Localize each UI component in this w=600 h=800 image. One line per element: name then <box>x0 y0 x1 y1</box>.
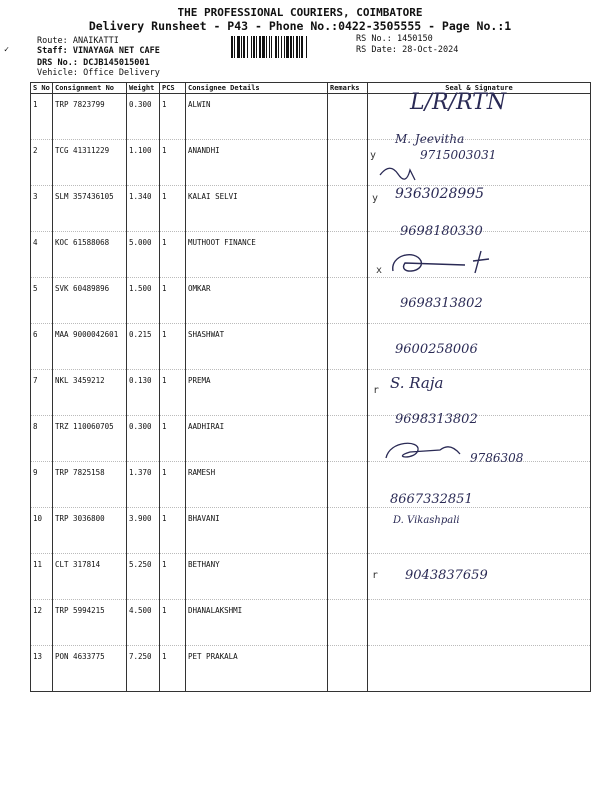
col-sno: S No <box>31 83 53 94</box>
drs-info: DRS No.: DCJB145015001 <box>37 58 150 68</box>
company-title: THE PROFESSIONAL COURIERS, COIMBATORE <box>177 6 423 19</box>
table-row <box>31 646 591 692</box>
handwritten-signature: D. Vikashpali <box>393 515 460 526</box>
row-remarks <box>328 416 368 462</box>
row-weight: 1.100 <box>127 140 160 186</box>
route-info: Route: ANAIKATTI <box>37 36 119 46</box>
row-sno: 1 <box>31 94 53 140</box>
check-mark-icon: ✓ <box>4 45 10 55</box>
vehicle-info: Vehicle: Office Delivery <box>37 68 160 78</box>
row-consignment-no: PON 4633775 <box>53 646 127 692</box>
row-consignee: BHAVANI <box>186 508 328 554</box>
row-sno: 6 <box>31 324 53 370</box>
row-sno: 13 <box>31 646 53 692</box>
handwritten-phone: 9715003031 <box>420 148 497 162</box>
row-consignment-no: SVK 60489896 <box>53 278 127 324</box>
row-consignment-no: SLM 357436105 <box>53 186 127 232</box>
handwritten-phone: 9363028995 <box>395 186 485 202</box>
row-remarks <box>328 94 368 140</box>
row-weight: 3.900 <box>127 508 160 554</box>
row-consignee: DHANALAKSHMI <box>186 600 328 646</box>
row-weight: 0.300 <box>127 416 160 462</box>
row-sno: 2 <box>31 140 53 186</box>
row-sno: 11 <box>31 554 53 600</box>
table-row <box>31 278 591 324</box>
table-row <box>31 370 591 416</box>
row-consignment-no: NKL 3459212 <box>53 370 127 416</box>
row-remarks <box>328 646 368 692</box>
row-weight: 5.000 <box>127 232 160 278</box>
row-consignment-no: MAA 9000042601 <box>53 324 127 370</box>
row-consignee: ALWIN <box>186 94 328 140</box>
col-consignee: Consignee Details <box>186 83 328 94</box>
col-consignment: Consignment No <box>53 83 127 94</box>
row-consignee: RAMESH <box>186 462 328 508</box>
row-sno: 12 <box>31 600 53 646</box>
row-pcs: 1 <box>160 462 186 508</box>
handwritten-signature: S. Raja <box>390 374 444 392</box>
row-sno: 7 <box>31 370 53 416</box>
row-consignment-no: KOC 61588068 <box>53 232 127 278</box>
row-sno: 9 <box>31 462 53 508</box>
row-pcs: 1 <box>160 416 186 462</box>
row-consignee: BETHANY <box>186 554 328 600</box>
row-consignee: SHASHWAT <box>186 324 328 370</box>
tick-mark: r <box>373 385 380 396</box>
row-pcs: 1 <box>160 140 186 186</box>
row-remarks <box>328 186 368 232</box>
row-pcs: 1 <box>160 94 186 140</box>
runsheet-title: Delivery Runsheet - P43 - Phone No.:0422-3505555 - Page No.:1 <box>88 19 512 33</box>
col-signature: Seal & Signature <box>368 83 591 94</box>
row-sno: 10 <box>31 508 53 554</box>
row-remarks <box>328 554 368 600</box>
row-weight: 0.215 <box>127 324 160 370</box>
row-sno: 8 <box>31 416 53 462</box>
table-row <box>31 554 591 600</box>
table-header-row <box>31 83 591 94</box>
row-pcs: 1 <box>160 232 186 278</box>
row-pcs: 1 <box>160 508 186 554</box>
row-pcs: 1 <box>160 646 186 692</box>
row-consignee: KALAI SELVI <box>186 186 328 232</box>
row-weight: 5.250 <box>127 554 160 600</box>
row-consignee: ANANDHI <box>186 140 328 186</box>
row-pcs: 1 <box>160 278 186 324</box>
row-weight: 4.500 <box>127 600 160 646</box>
row-pcs: 1 <box>160 370 186 416</box>
row-weight: 0.130 <box>127 370 160 416</box>
row-remarks <box>328 140 368 186</box>
row-pcs: 1 <box>160 600 186 646</box>
table-row <box>31 186 591 232</box>
handwritten-phone: 9043837659 <box>405 568 488 583</box>
staff-info: Staff: VINAYAGA NET CAFE <box>37 46 160 56</box>
row-consignee: OMKAR <box>186 278 328 324</box>
row-consignment-no: CLT 317814 <box>53 554 127 600</box>
row-sno: 4 <box>31 232 53 278</box>
row-weight: 7.250 <box>127 646 160 692</box>
row-pcs: 1 <box>160 186 186 232</box>
row-remarks <box>328 508 368 554</box>
row-pcs: 1 <box>160 324 186 370</box>
table-row <box>31 600 591 646</box>
row-consignee: PREMA <box>186 370 328 416</box>
handwritten-phone: 9698313802 <box>400 296 483 311</box>
handwritten-phone: 9786308 <box>470 451 524 465</box>
tick-mark: y <box>372 193 379 204</box>
row-consignee: AADHIRAI <box>186 416 328 462</box>
table-row <box>31 324 591 370</box>
handwritten-phone: 9698180330 <box>400 224 483 239</box>
row-weight: 0.300 <box>127 94 160 140</box>
row-sno: 3 <box>31 186 53 232</box>
row-remarks <box>328 370 368 416</box>
rs-date: RS Date: 28-Oct-2024 <box>356 45 459 55</box>
rs-number: RS No.: 1450150 <box>356 34 433 44</box>
row-remarks <box>328 232 368 278</box>
table-row <box>31 508 591 554</box>
row-pcs: 1 <box>160 554 186 600</box>
tick-mark: y <box>370 150 377 161</box>
row-consignee: PET PRAKALA <box>186 646 328 692</box>
table-row <box>31 94 591 140</box>
row-remarks <box>328 600 368 646</box>
table-row <box>31 462 591 508</box>
delivery-table <box>30 82 591 692</box>
row-remarks <box>328 278 368 324</box>
col-pcs: PCS <box>160 83 186 94</box>
row-consignment-no: TRP 7825158 <box>53 462 127 508</box>
row-remarks <box>328 324 368 370</box>
row-signature <box>368 646 591 692</box>
col-remarks: Remarks <box>328 83 368 94</box>
handwritten-note: L/R/RTN <box>410 90 507 115</box>
handwritten-phone: 8667332851 <box>390 492 473 507</box>
row-signature <box>368 600 591 646</box>
signature-scribble <box>370 160 470 188</box>
tick-mark: r <box>372 570 379 581</box>
row-weight: 1.370 <box>127 462 160 508</box>
row-consignment-no: TRZ 110060705 <box>53 416 127 462</box>
row-remarks <box>328 462 368 508</box>
tick-mark: x <box>376 265 383 276</box>
signature-scribble <box>385 245 515 281</box>
row-consignment-no: TCG 41311229 <box>53 140 127 186</box>
row-sno: 5 <box>31 278 53 324</box>
row-weight: 1.340 <box>127 186 160 232</box>
barcode-icon <box>230 36 352 58</box>
row-consignment-no: TRP 7823799 <box>53 94 127 140</box>
col-weight: Weight <box>127 83 160 94</box>
row-weight: 1.500 <box>127 278 160 324</box>
row-consignee: MUTHOOT FINANCE <box>186 232 328 278</box>
handwritten-signature: M. Jeevitha <box>395 132 465 146</box>
row-consignment-no: TRP 5994215 <box>53 600 127 646</box>
handwritten-phone: 9600258006 <box>395 342 478 357</box>
handwritten-phone: 9698313802 <box>395 412 478 427</box>
signature-scribble <box>380 436 480 466</box>
row-consignment-no: TRP 3036800 <box>53 508 127 554</box>
table-row <box>31 140 591 186</box>
